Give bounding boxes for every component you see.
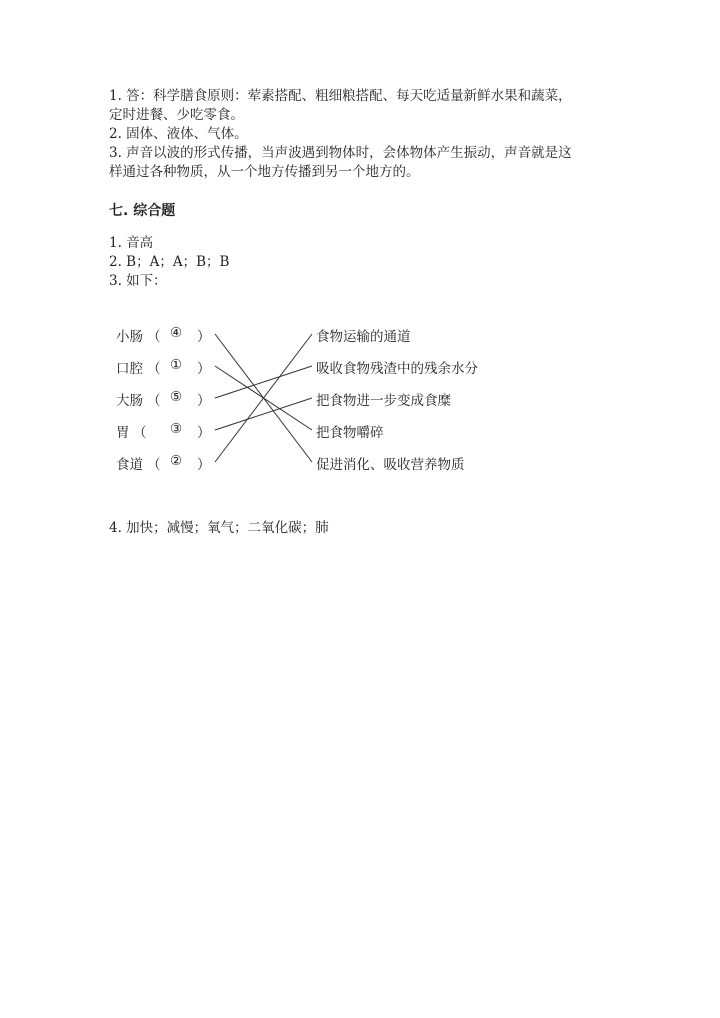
connection-line (215, 366, 312, 398)
left-item-answer: ④ (170, 325, 183, 341)
left-item-label: 大肠 (116, 393, 143, 409)
left-item-answer: ① (170, 357, 183, 373)
right-item-label: 吸收食物残渣中的残余水分 (316, 361, 478, 377)
close-paren: ） (197, 329, 211, 345)
sub-answer-3: 3. 如下： (109, 273, 167, 289)
close-paren: ） (197, 457, 211, 473)
left-item-label: 口腔 (116, 361, 143, 377)
answer-1-line-2: 定时进餐、少吃零食。 (109, 107, 244, 123)
close-paren: ） (197, 425, 211, 441)
left-item-answer: ⑤ (170, 389, 183, 405)
open-paren: （ (147, 457, 161, 473)
open-paren: （ (147, 329, 161, 345)
section-heading: 七. 综合题 (109, 203, 176, 219)
left-item-label: 胃 (116, 425, 130, 441)
open-paren: （ (133, 425, 147, 441)
left-item-label: 食道 (116, 457, 143, 473)
sub-answer-2: 2. B；A；A；B；B (109, 254, 230, 270)
right-item-label: 促进消化、吸收营养物质 (316, 457, 465, 473)
open-paren: （ (147, 361, 161, 377)
answer-1-line-1: 1. 答：科学膳食原则：荤素搭配、粗细粮搭配、每天吃适量新鲜水果和蔬菜， (109, 88, 572, 104)
answer-3-line-1: 3. 声音以波的形式传播，当声波遇到物体时，会体物体产生振动，声音就是这 (109, 145, 572, 161)
right-item-label: 把食物嚼碎 (316, 425, 384, 441)
sub-answer-4: 4. 加快；减慢；氧气；二氧化碳；肺 (109, 520, 329, 536)
sub-answer-1: 1. 音高 (109, 235, 154, 251)
answer-3-line-2: 样通过各种物质，从一个地方传播到另一个地方的。 (109, 164, 420, 180)
left-item-answer: ③ (170, 421, 183, 437)
answer-2: 2. 固体、液体、气体。 (109, 126, 248, 142)
open-paren: （ (147, 393, 161, 409)
connection-line (215, 398, 312, 430)
left-item-answer: ② (170, 453, 183, 469)
left-item-label: 小肠 (116, 329, 143, 345)
close-paren: ） (197, 393, 211, 409)
close-paren: ） (197, 361, 211, 377)
right-item-label: 食物运输的通道 (316, 329, 411, 345)
right-item-label: 把食物进一步变成食糜 (316, 393, 451, 409)
